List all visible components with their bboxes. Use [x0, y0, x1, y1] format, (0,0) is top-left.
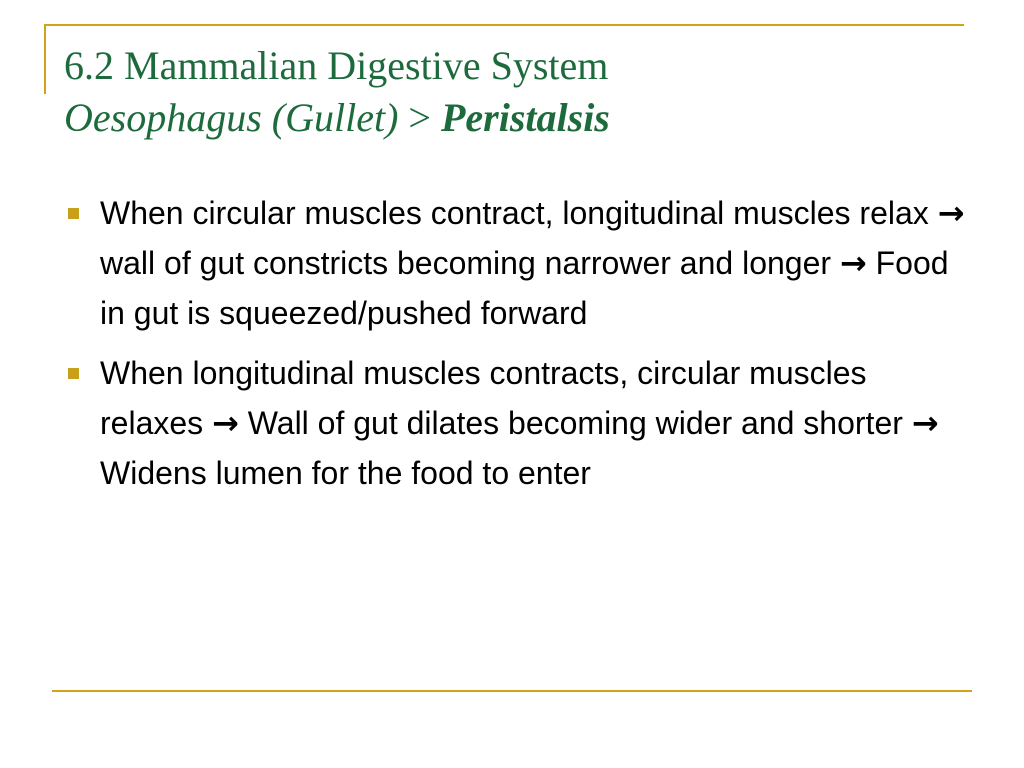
- title-separator: >: [398, 95, 441, 140]
- square-bullet-icon: [68, 208, 79, 219]
- bullet-text: Wall of gut dilates becoming wider and shorter: [238, 405, 912, 441]
- title-topic: Peristalsis: [440, 95, 610, 140]
- arrow-right-icon: →: [937, 194, 965, 232]
- title-line-1: 6.2 Mammalian Digestive System: [64, 43, 609, 88]
- arrow-right-icon: →: [212, 404, 239, 442]
- top-divider: [44, 24, 964, 26]
- bullet-text: Widens lumen for the food to enter: [100, 455, 591, 491]
- slide-title: [64, 40, 964, 144]
- bullet-text: When longitudinal muscles contracts, circular muscles relaxes: [100, 355, 867, 441]
- bullet-item: [64, 188, 974, 338]
- arrow-right-icon: →: [911, 404, 939, 442]
- left-divider: [44, 24, 46, 94]
- bullet-list: [64, 188, 974, 508]
- bullet-text: wall of gut constricts becoming narrower and longer: [100, 245, 840, 281]
- title-subtopic: Oesophagus (Gullet): [64, 95, 399, 140]
- title-line-2: [64, 92, 964, 144]
- square-bullet-icon: [68, 368, 79, 379]
- bullet-text: When circular muscles contract, longitudinal muscles relax: [100, 195, 938, 231]
- bottom-divider: [52, 690, 972, 692]
- bullet-text: Food in gut is squeezed/pushed forward: [100, 245, 949, 331]
- arrow-right-icon: →: [839, 244, 867, 282]
- bullet-item: [64, 348, 974, 498]
